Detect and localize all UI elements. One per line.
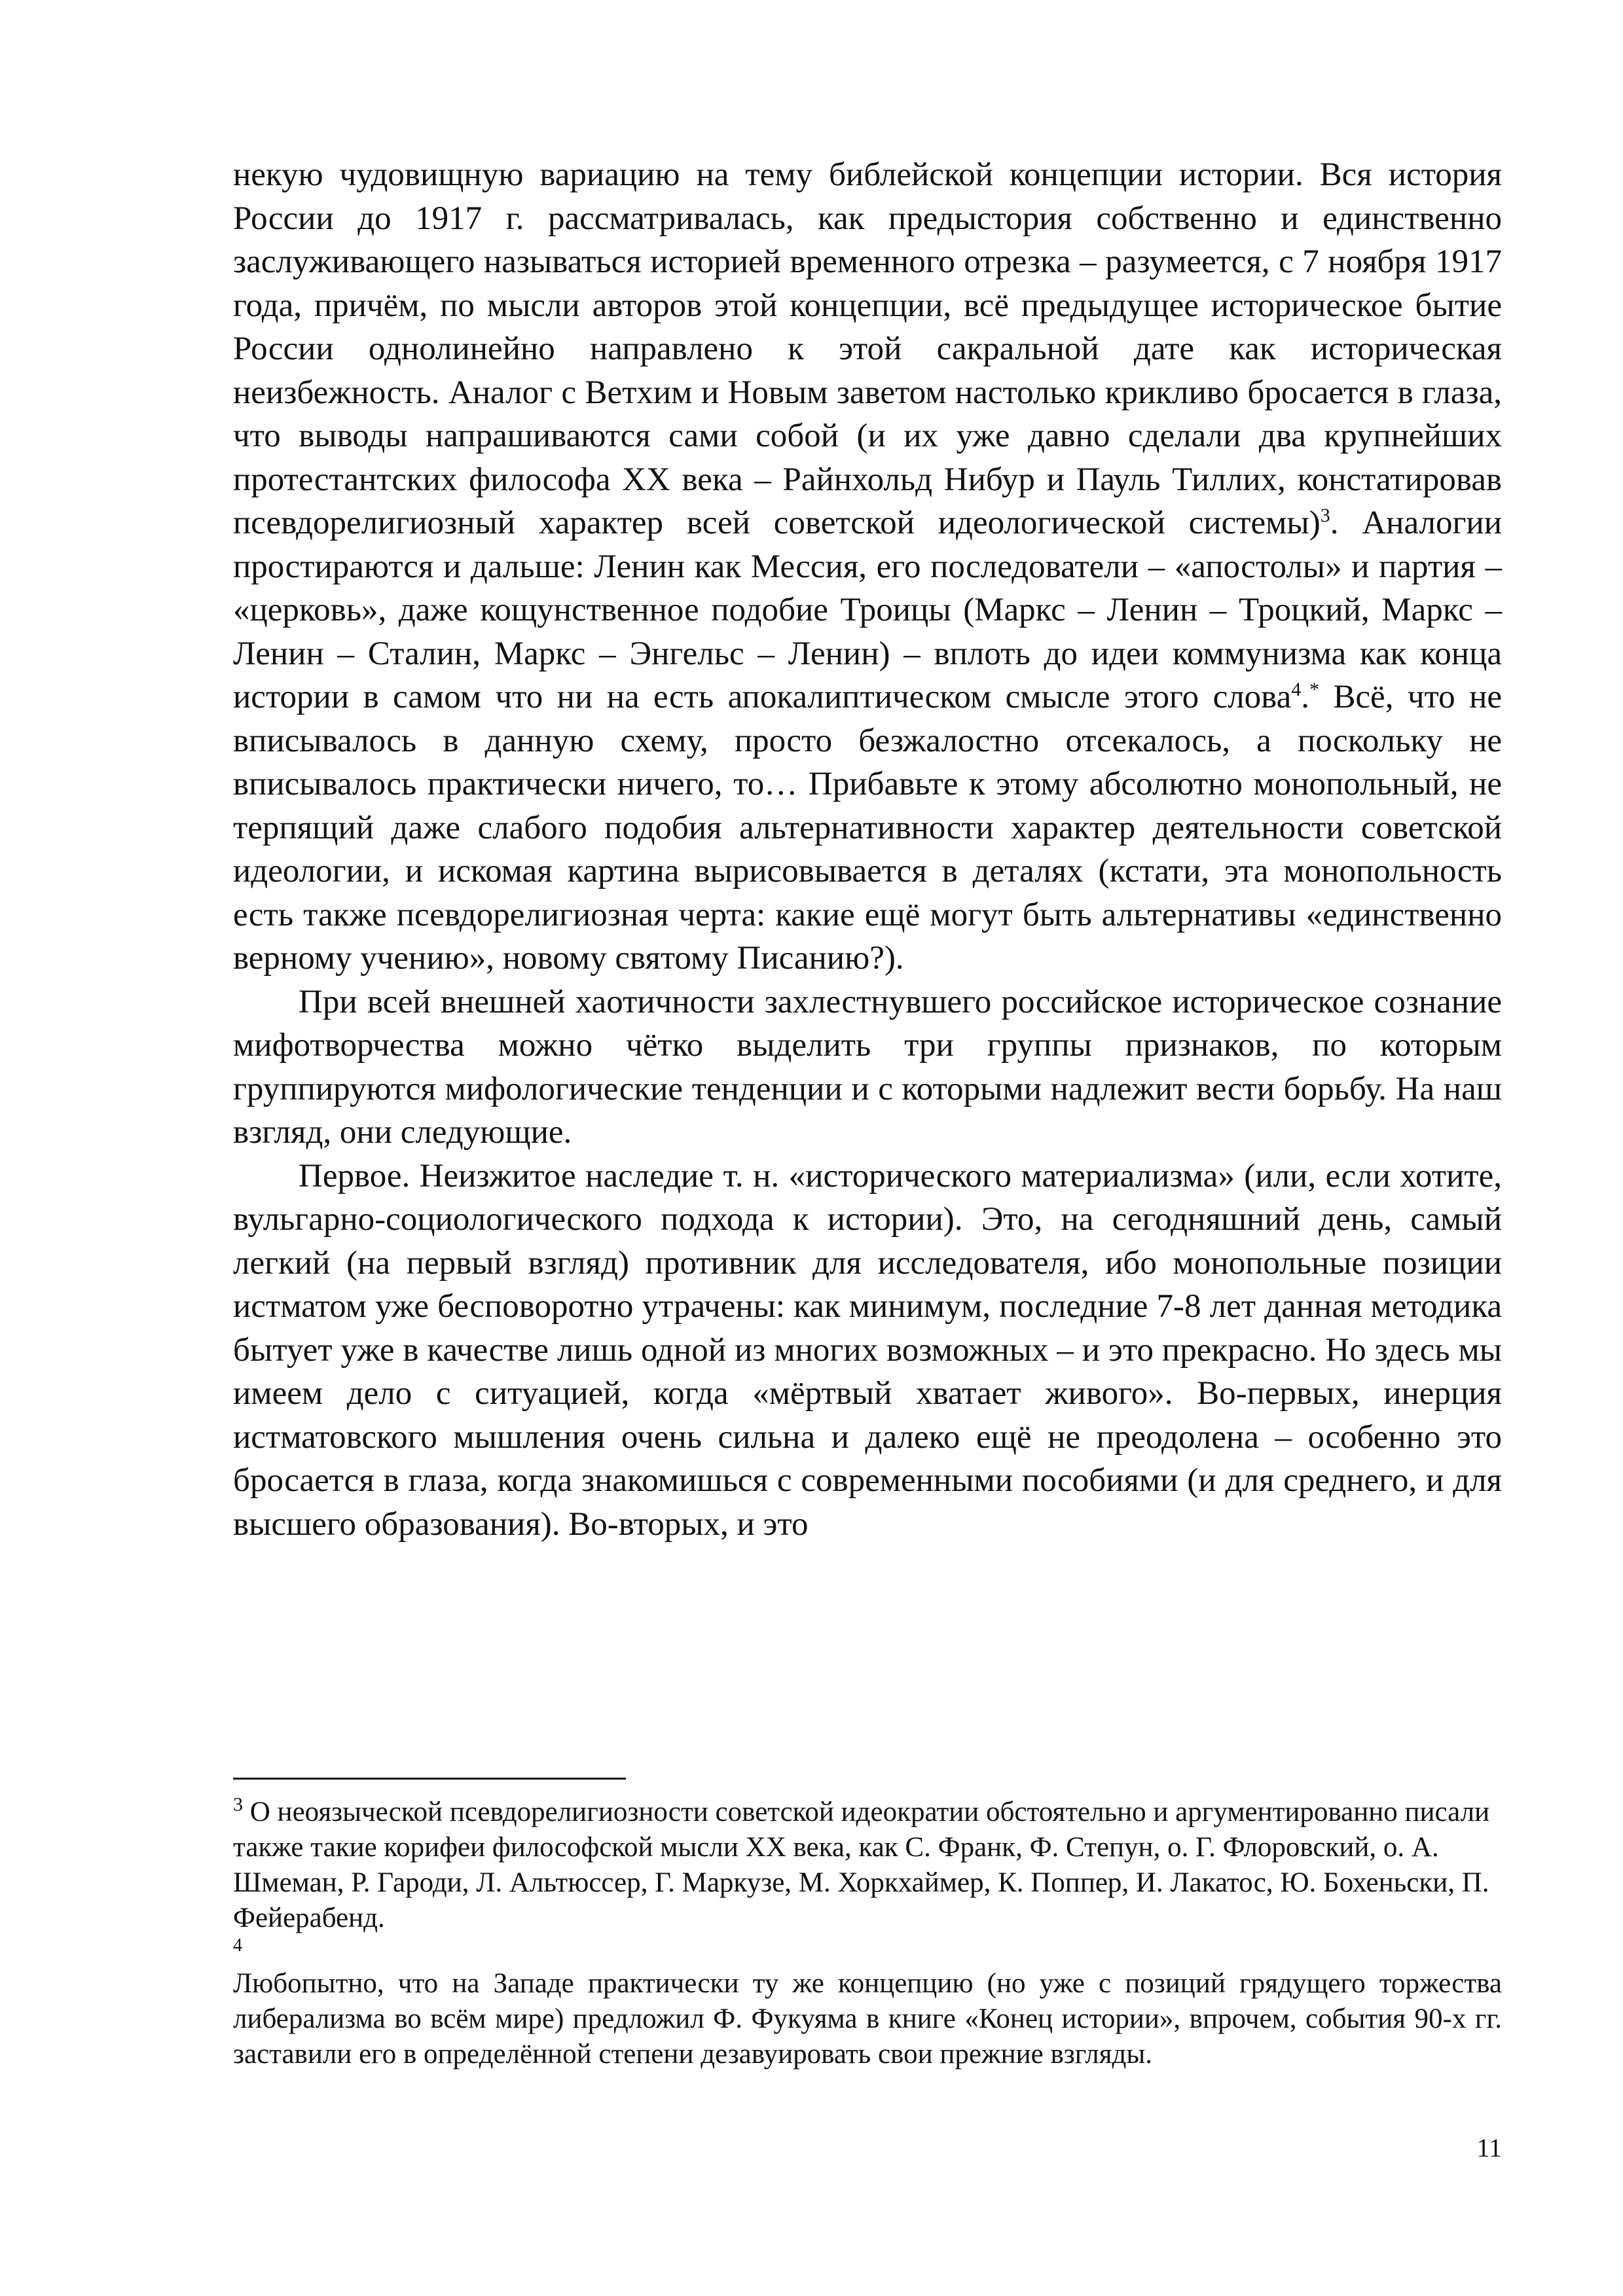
paragraph-1-part-a: некую чудовищную вариацию на тему библейской концепции истории. Вся история России до 1917 г. рассматривалась, как предыстория собственно и единственно заслуживающего называться историей временного отрезка – разумеется, с 7 ноября 1917 года, причём, по мысли авторов этой концепции, всё предыдущее историческое бытие России однолинейно направлено к этой сакральной дате как историческая неизбежность. Аналог с Ветхим и Новым заветом настолько крикливо бросается в глаза, что выводы напрашиваются сами собой (и их уже давно сделали два крупнейших протестантских философа XX века – Райнхольд Нибур и Пауль Тиллих, констатировав псевдорелигиозный характер всей советской идеологической системы) <box>233 156 1502 541</box>
paragraph-1-part-d: Всё, что не вписывалось в данную схему, просто безжалостно отсекалось, а поскольку не вписывалось практически ничего, то… Прибавьте к этому абсолютно монопольный, не терпящий даже слабого подобия альтернативности характер деятельности советской идеологии, и искомая картина вырисовывается в деталях (кстати, эта монопольность есть также псевдорелигиозная черта: какие ещё могут быть альтернативы «единственно верному учению», новому святому Писанию?). <box>233 679 1502 977</box>
paragraph-1 <box>233 153 1502 980</box>
footnotes <box>233 1795 1502 2072</box>
footnote-4-number: 4 <box>233 1935 242 1956</box>
footnote-ref-4: 4 <box>1291 679 1302 700</box>
paragraph-1-part-c: . <box>1301 679 1309 715</box>
paragraph-2: При всей внешней хаотичности захлестнувшего российское историческое сознание мифотворчества можно чётко выделить три группы признаков, по которым группируются мифологические тенденции и с которыми надлежит вести борьбу. На наш взгляд, они следующие. <box>233 983 1502 1151</box>
footnote-3 <box>233 1795 1502 1936</box>
footnote-3-number: 3 <box>233 1793 243 1816</box>
footnote-ref-3: 3 <box>1320 505 1330 526</box>
paragraph-3: Первое. Неизжитое наследие т. н. «исторического материализма» (или, если хотите, вульгарно-социологического подхода к истории). Это, на сегодняшний день, самый легкий (на первый взгляд) противник для исследователя, ибо монопольные позиции истматом уже бесповоротно утрачены: как минимум, последние 7-8 лет данная методика бытует уже в качестве лишь одной из многих возможных – и это прекрасно. Но здесь мы имеем дело с ситуацией, когда «мёртвый хватает живого». Во-первых, инерция истматовского мышления очень сильна и далеко ещё не преодолена – особенно это бросается в глаза, когда знакомишься с современными пособиями (и для среднего, и для высшего образования). Во-вторых, и это <box>233 1157 1502 1543</box>
page-number: 11 <box>1476 2133 1502 2162</box>
footnote-ref-asterisk: * <box>1309 679 1319 700</box>
paragraph-1-part-b: . Аналогии простираются и дальше: Ленин как Мессия, его последователи – «апостолы» и партия – «церковь», даже кощунственное подобие Троицы (Маркс – Ленин – Троцкий, Маркс – Ленин – Сталин, Маркс – Энгельс – Ленин) – вплоть до идеи коммунизма как конца истории в самом что ни на есть апокалиптическом смысле этого слова <box>233 505 1502 715</box>
main-text <box>233 153 1502 1546</box>
footnote-4: Любопытно, что на Западе практически ту же концепцию (но уже с позиций грядущего торжества либерализма во всём мире) предложил Ф. Фукуяма в книге «Конец истории», впрочем, события 90-х гг. заставили его в определённой степени дезавуировать свои прежние взгляды. <box>233 1968 1502 2070</box>
footnote-3-text: О неоязыческой псевдорелигиозности советской идеократии обстоятельно и аргументированно писали также такие корифеи философской мысли XX века, как С. Франк, Ф. Степун, о. Г. Флоровский, о. А. Шмеман, Р. Гароди, Л. Альтюссер, Г. Маркузе, М. Хоркхаймер, К. Поппер, И. Лакатос, Ю. Бохеньски, П. Фейерабенд. <box>233 1797 1490 1933</box>
footnote-separator <box>233 1778 626 1780</box>
